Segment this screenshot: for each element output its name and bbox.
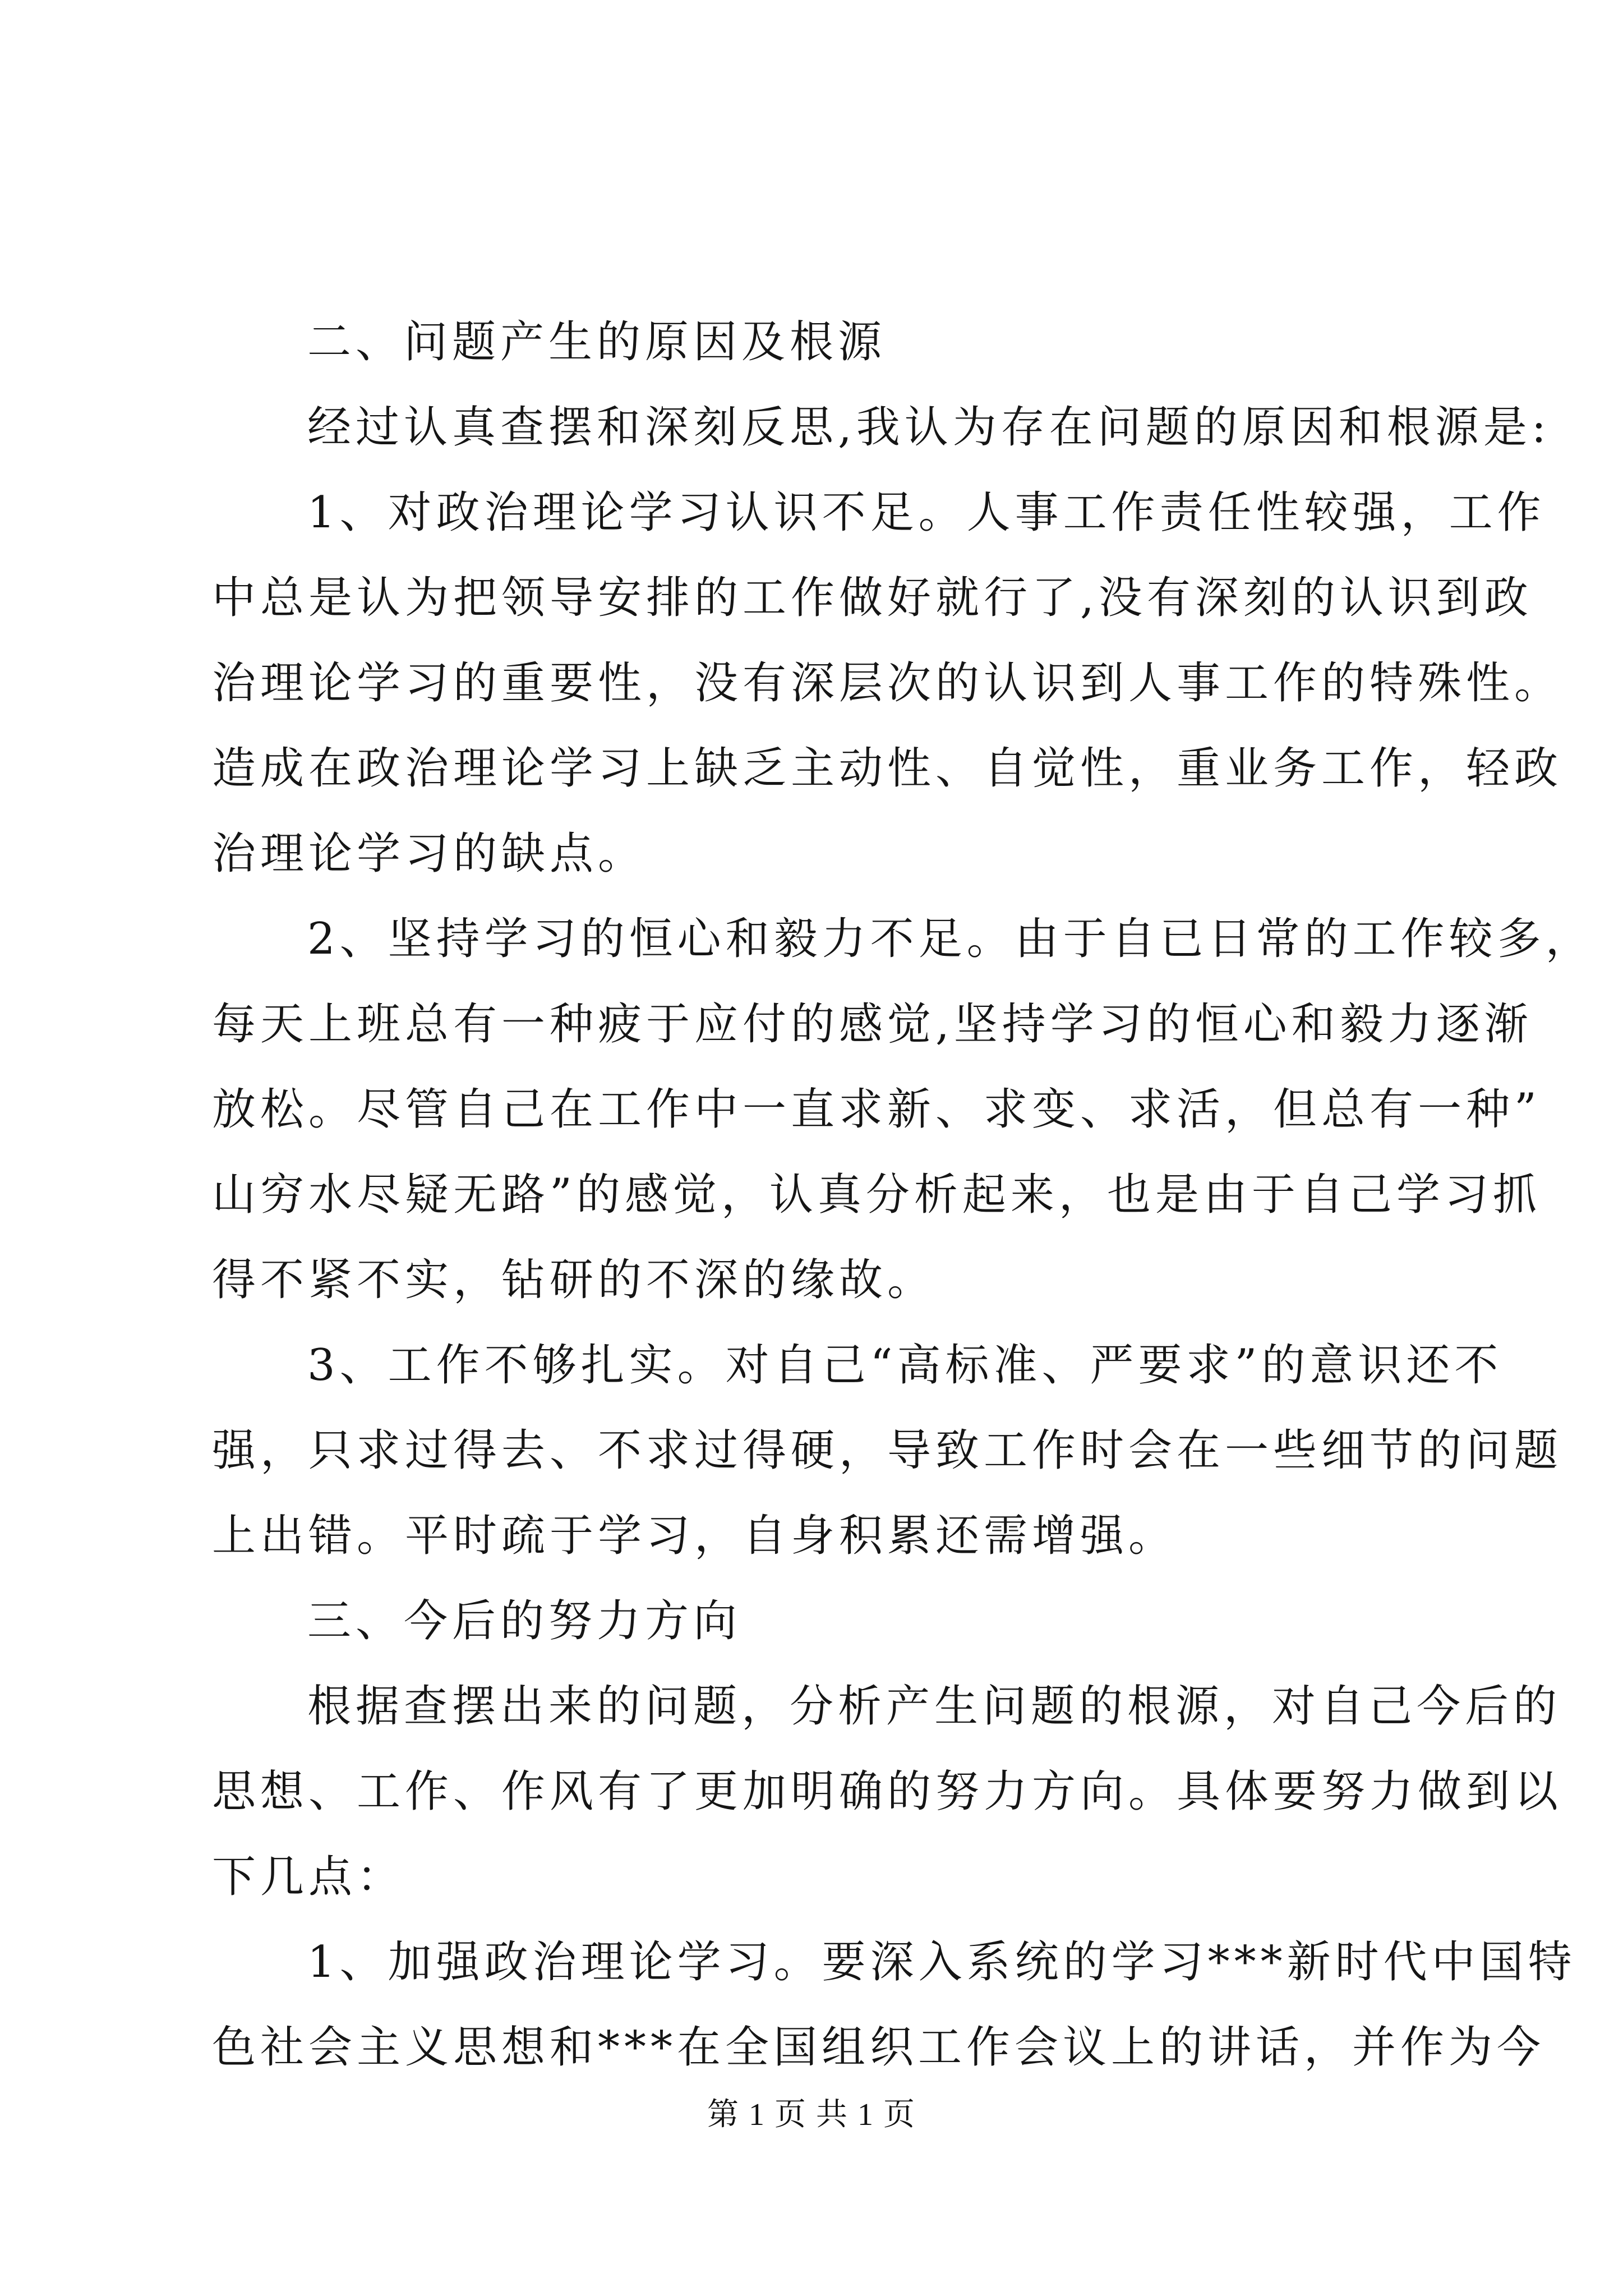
paragraph-line: 上出错。平时疏于学习，自身积累还需增强。 [212, 1511, 1177, 1561]
paragraph-line: 2、坚持学习的恒心和毅力不足。由于自已日常的工作较多， [307, 914, 1594, 964]
paragraph-line: 3、工作不够扎实。对自己“高标准、严要求”的意识还不 [307, 1340, 1503, 1391]
paragraph-line: 治理论学习的缺点。 [212, 829, 647, 879]
paragraph-line: 得不紧不实，钻研的不深的缘故。 [212, 1255, 936, 1305]
paragraph-line: 经过认真查摆和深刻反思,我认为存在问题的原因和根源是: [307, 402, 1551, 453]
page-footer: 第 1 页 共 1 页 [707, 2097, 916, 2132]
paragraph-line: 中总是认为把领导安排的工作做好就行了,没有深刻的认识到政 [212, 573, 1533, 623]
paragraph-line: 思想、工作、作风有了更加明确的努力方向。具体要努力做到以 [212, 1766, 1563, 1817]
paragraph-line: 山穷水尽疑无路”的感觉，认真分析起来，也是由于自己学习抓 [212, 1170, 1541, 1220]
paragraph-line: 强，只求过得去、不求过得硬，导致工作时会在一些细节的问题 [212, 1425, 1563, 1476]
paragraph-line: 放松。尽管自己在工作中一直求新、求变、求活，但总有一种” [212, 1084, 1541, 1135]
paragraph-line: 下几点： [212, 1852, 405, 1902]
paragraph-line: 造成在政治理论学习上缺乏主动性、自觉性，重业务工作，轻政 [212, 743, 1563, 794]
section-heading-causes: 二、问题产生的原因及根源 [307, 317, 887, 367]
paragraph-line: 治理论学习的重要性，没有深层次的认识到人事工作的特殊性。 [212, 658, 1563, 708]
paragraph-line: 1、加强政治理论学习。要深入系统的学习***新时代中国特 [307, 1937, 1576, 1987]
paragraph-line: 每天上班总有一种疲于应付的感觉,坚持学习的恒心和毅力逐渐 [212, 999, 1533, 1050]
paragraph-line: 根据查摆出来的问题，分析产生问题的根源，对自己今后的 [307, 1681, 1562, 1732]
paragraph-line: 色社会主义思想和***在全国组织工作会议上的讲话，并作为今 [212, 2022, 1546, 2073]
paragraph-line: 1、对政治理论学习认识不足。人事工作责任性较强，工作 [307, 487, 1546, 538]
section-heading-direction: 三、今后的努力方向 [307, 1596, 742, 1646]
